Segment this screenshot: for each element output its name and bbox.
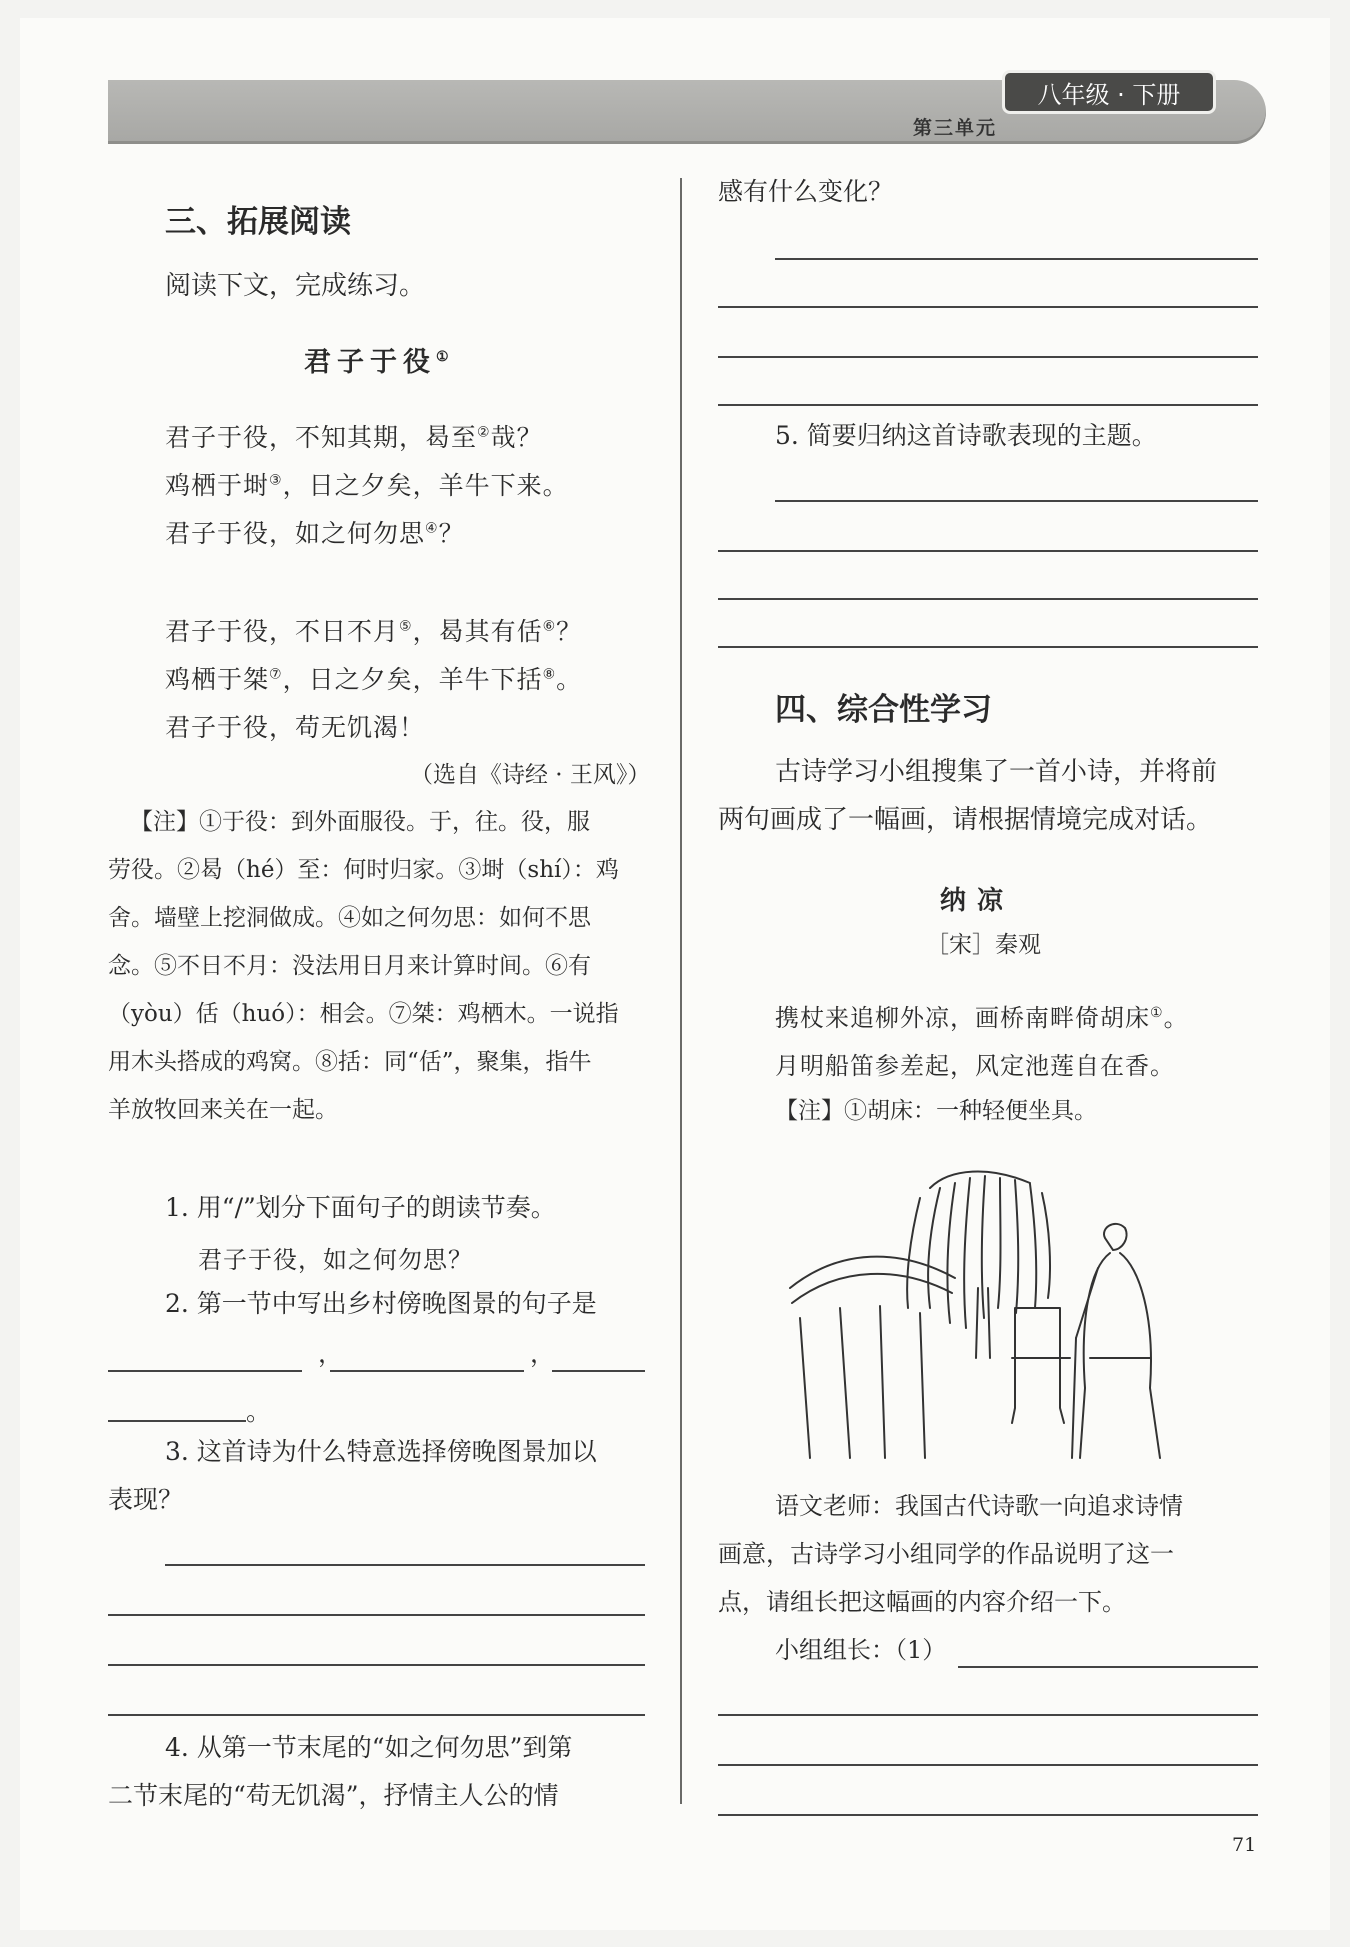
instruction: 阅读下文，完成练习。 bbox=[165, 271, 426, 301]
question-4-end: 感有什么变化？ bbox=[718, 177, 894, 206]
poem-line: 君子于役，苟无饥渴！ bbox=[165, 713, 426, 742]
page-number: 71 bbox=[1232, 1834, 1257, 1856]
column-divider bbox=[680, 178, 682, 1804]
answer-line[interactable] bbox=[718, 550, 1258, 552]
note-line: 用木头搭成的鸡窝。⑧括：同“佸”，聚集，指牛 bbox=[108, 1049, 592, 1075]
dialogue-line: 语文老师：我国古代诗歌一向追求诗情 bbox=[775, 1492, 1183, 1520]
note-line: 舍。墙壁上挖洞做成。④如之何勿思：如何不思 bbox=[108, 905, 591, 931]
leader-line: 小组组长：（1） bbox=[775, 1636, 947, 1664]
answer-line[interactable] bbox=[958, 1666, 1258, 1668]
intro-line: 古诗学习小组搜集了一首小诗，并将前 bbox=[775, 757, 1218, 787]
answer-line[interactable] bbox=[108, 1370, 302, 1372]
section-4-title: 四、综合性学习 bbox=[775, 692, 992, 728]
poem-line: 鸡栖于埘③，日之夕矣，羊牛下来。 bbox=[165, 471, 569, 500]
answer-line[interactable] bbox=[718, 1764, 1258, 1766]
question-4: 4. 从第一节末尾的“如之何勿思”到第 bbox=[165, 1733, 573, 1762]
question-1: 1. 用“/”划分下面句子的朗读节奏。 bbox=[165, 1193, 556, 1222]
note-line: 念。⑤不日不月：没法用日月来计算时间。⑥有 bbox=[108, 953, 591, 979]
comma: ， bbox=[530, 1339, 556, 1368]
answer-line[interactable] bbox=[718, 646, 1258, 648]
poem-line: 君子于役，不日不月⑤，曷其有佸⑥？ bbox=[165, 617, 583, 646]
dialogue-line: 画意，古诗学习小组同学的作品说明了这一 bbox=[718, 1540, 1174, 1568]
section-3-title: 三、拓展阅读 bbox=[165, 204, 351, 240]
unit-label: 第三单元 bbox=[912, 117, 997, 139]
answer-line[interactable] bbox=[718, 306, 1258, 308]
answer-line[interactable] bbox=[165, 1564, 645, 1566]
answer-line[interactable] bbox=[718, 1714, 1258, 1716]
answer-line[interactable] bbox=[718, 598, 1258, 600]
poem-line: 君子于役，不知其期，曷至②哉？ bbox=[165, 423, 543, 452]
question-4-cont: 二节末尾的“苟无饥渴”，抒情主人公的情 bbox=[108, 1781, 559, 1810]
question-2: 2. 第一节中写出乡村傍晚图景的句子是 bbox=[165, 1289, 597, 1318]
answer-line[interactable] bbox=[718, 404, 1258, 406]
answer-line[interactable] bbox=[330, 1370, 524, 1372]
answer-line[interactable] bbox=[108, 1664, 645, 1666]
intro-line: 两句画成了一幅画，请根据情境完成对话。 bbox=[718, 805, 1213, 835]
answer-line[interactable] bbox=[775, 500, 1258, 502]
question-1-sentence: 君子于役，如之何勿思？ bbox=[198, 1246, 473, 1274]
ink-sketch-willow-bridge-icon bbox=[780, 1158, 1200, 1468]
grade-tab: 八年级 · 下册 bbox=[1002, 70, 1216, 114]
poem-line: 鸡栖于桀⑦，日之夕矣，羊牛下括⑧。 bbox=[165, 665, 583, 694]
question-3: 3. 这首诗为什么特意选择傍晚图景加以 bbox=[165, 1437, 597, 1466]
note-line: 【注】①于役：到外面服役。于，往。役，服 bbox=[130, 809, 590, 835]
answer-line[interactable] bbox=[108, 1420, 246, 1422]
note-line: （yòu）佸（huó）：相会。⑦桀：鸡栖木。一说指 bbox=[108, 1001, 619, 1027]
dialogue-line: 点，请组长把这幅画的内容介绍一下。 bbox=[718, 1588, 1126, 1616]
period: 。 bbox=[246, 1397, 272, 1426]
question-3-cont: 表现？ bbox=[108, 1485, 184, 1514]
poem2-note: 【注】①胡床：一种轻便坐具。 bbox=[775, 1098, 1097, 1124]
question-5: 5. 简要归纳这首诗歌表现的主题。 bbox=[775, 421, 1157, 450]
poem2-title: 纳 凉 bbox=[940, 886, 1005, 916]
poem-source: （选自《诗经 · 王风》） bbox=[410, 762, 651, 788]
answer-line[interactable] bbox=[718, 1814, 1258, 1816]
note-line: 羊放牧回来关在一起。 bbox=[108, 1097, 338, 1123]
poem-title: 君子于役① bbox=[304, 347, 455, 378]
comma: ， bbox=[318, 1339, 344, 1368]
answer-line[interactable] bbox=[108, 1714, 645, 1716]
poem2-author: ［宋］秦观 bbox=[926, 932, 1041, 958]
note-line: 劳役。②曷（hé）至：何时归家。③埘（shí）：鸡 bbox=[108, 857, 619, 883]
answer-line[interactable] bbox=[718, 356, 1258, 358]
answer-line[interactable] bbox=[108, 1614, 645, 1616]
answer-line[interactable] bbox=[552, 1370, 645, 1372]
poem2-line: 月明船笛参差起，风定池莲自在香。 bbox=[775, 1052, 1175, 1080]
poem2-line: 携杖来追柳外凉，画桥南畔倚胡床①。 bbox=[775, 1004, 1189, 1032]
answer-line[interactable] bbox=[775, 258, 1258, 260]
poem-line: 君子于役，如之何勿思④？ bbox=[165, 519, 465, 548]
